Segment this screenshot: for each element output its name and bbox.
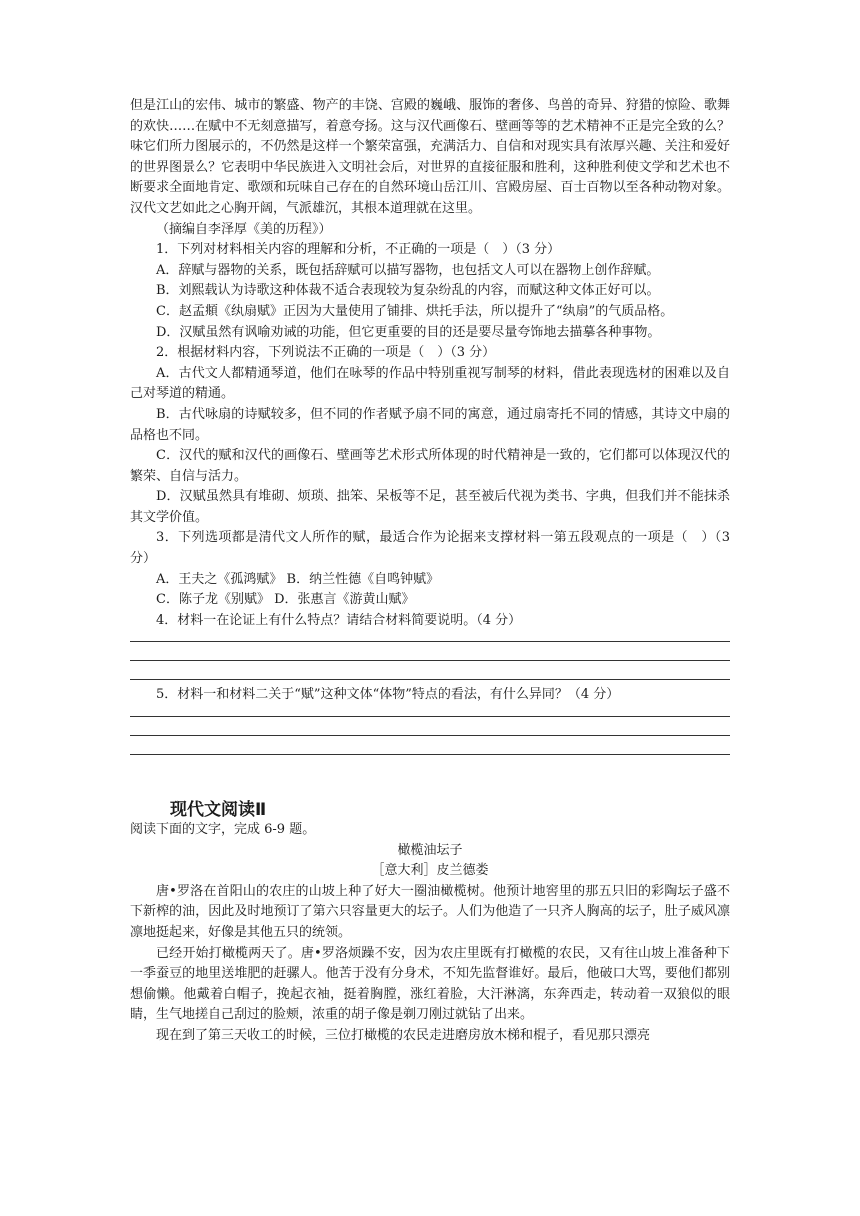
q3-stem: 3．下列选项都是清代文人所作的赋，最适合作为论据来支撑材料一第五段观点的一项是（ ）（3 分）: [130, 530, 730, 567]
q2-option-d: D．汉赋虽然具有堆砌、烦琐、拙笨、呆板等不足，甚至被后代视为类书、字典，但我们并不能抹杀其文学价值。: [130, 489, 730, 525]
q1-option-d: D．汉赋虽然有讽喻劝诫的功能，但它更重要的目的还是要尽量夸饰地去描摹各种事物。: [156, 324, 661, 340]
q2-stem: 2．根据材料内容，下列说法不正确的一项是（ ）（3 分）: [156, 345, 496, 361]
q1-stem: 1．下列对材料相关内容的理解和分析，不正确的一项是（ ）（3 分）: [156, 242, 561, 258]
q5-stem: 5．材料一和材料二关于“赋”这种文体“体物”特点的看法，有什么异同？（4 分）: [156, 687, 620, 703]
q1-option-b: B．刘熙载认为诗歌这种体裁不适合表现较为复杂纷乱的内容，而赋这种文体正好可以。: [156, 283, 660, 299]
story-author: ［意大利］皮兰德娄: [371, 863, 489, 879]
q1-option-c: C．赵孟頫《纨扇赋》正因为大量使用了铺排、烘托手法，所以提升了“纨扇”的气质品格。: [156, 303, 674, 319]
story-title: 橄榄油坛子: [397, 842, 463, 858]
section-instruction: 阅读下面的文字，完成 6-9 题。: [130, 822, 316, 838]
passage1-paragraph: 但是江山的宏伟、城市的繁盛、物产的丰饶、宫殿的巍峨、服饰的奢侈、鸟兽的奇异、狩猎的惊险、歌舞的欢快……在赋中不无刻意描写，着意夸扬。这与汉代画像石、壁画等等的艺术精神不正是完全致的么？味它们所力图展示的，不仍然是这样一个繁荣富强，充满活力、自信和对现实具有浓厚兴趣、关注和爱好的世界图景么？它表明中华民族进入文明社会后，对世界的直接征服和胜利，这种胜利使文学和艺术也不断要求全面地肯定、歌颂和玩味自己存在的自然环境山岳江川、宫殿房屋、百士百物以至各种动物对象。汉代文艺如此之心胸开阔，气派雄沉，其根本道理就在这里。: [130, 98, 730, 216]
q3-options-cd: C．陈子龙《别赋》 D．张惠言《游黄山赋》: [156, 592, 415, 608]
q2-option-c: C．汉代的赋和汉代的画像石、壁画等艺术形式所体现的时代精神是一致的，它们都可以体现汉代的繁荣、自信与活力。: [130, 448, 730, 484]
section-heading: 现代文阅读Ⅱ: [170, 800, 267, 821]
document-page: [130, 96, 730, 1047]
story-paragraph: 已经开始打橄榄两天了。唐•罗洛烦躁不安，因为农庄里既有打橄榄的农民，又有往山坡上准备种下一季蚕豆的地里送堆肥的赶骡人。他苦于没有分身术，不知先监督谁好。最后，他破口大骂，要他们都别想偷懒。他戴着白帽子，挽起衣袖，挺着胸膛，涨红着脸，大汗淋漓，东奔西走，转动着一双狼似的眼睛，生气地搓自己刮过的脸颊，浓重的胡子像是剃刀刚过就钻了出来。: [130, 945, 730, 1023]
story-paragraph: 唐•罗洛在首阳山的农庄的山坡上种了好大一圈油橄榄树。他预计地窖里的那五只旧的彩陶坛子盛不下新榨的油，因此及时地预订了第六只容量更大的坛子。人们为他造了一只齐人胸高的坛子，肚子威风凛凛地挺起来，好像是其他五只的统领。: [130, 883, 730, 940]
q2-option-a: A．古代文人都精通琴道，他们在咏琴的作品中特别重视写制琴的材料，借此表现选材的困难以及自己对琴道的精通。: [130, 365, 730, 402]
passage1-source: （摘编自李泽厚《美的历程》）: [156, 221, 332, 237]
q2-option-b: B．古代咏扇的诗赋较多，但不同的作者赋予扇不同的寓意，通过扇寄托不同的情感，其诗文中扇的品格也不同。: [130, 406, 730, 443]
q1-option-a: A．辞赋与器物的关系，既包括辞赋可以描写器物，也包括文人可以在器物上创作辞赋。: [156, 262, 660, 278]
story-paragraph: 现在到了第三天收工的时候，三位打橄榄的农民走进磨房放木梯和棍子，看见那只漂亮: [156, 1027, 651, 1043]
q3-options-ab: A．王夫之《孤鸿赋》 B．纳兰性德《自鸣钟赋》: [156, 571, 440, 587]
q4-stem: 4．材料一在论证上有什么特点？请结合材料简要说明。（4 分）: [156, 612, 522, 628]
